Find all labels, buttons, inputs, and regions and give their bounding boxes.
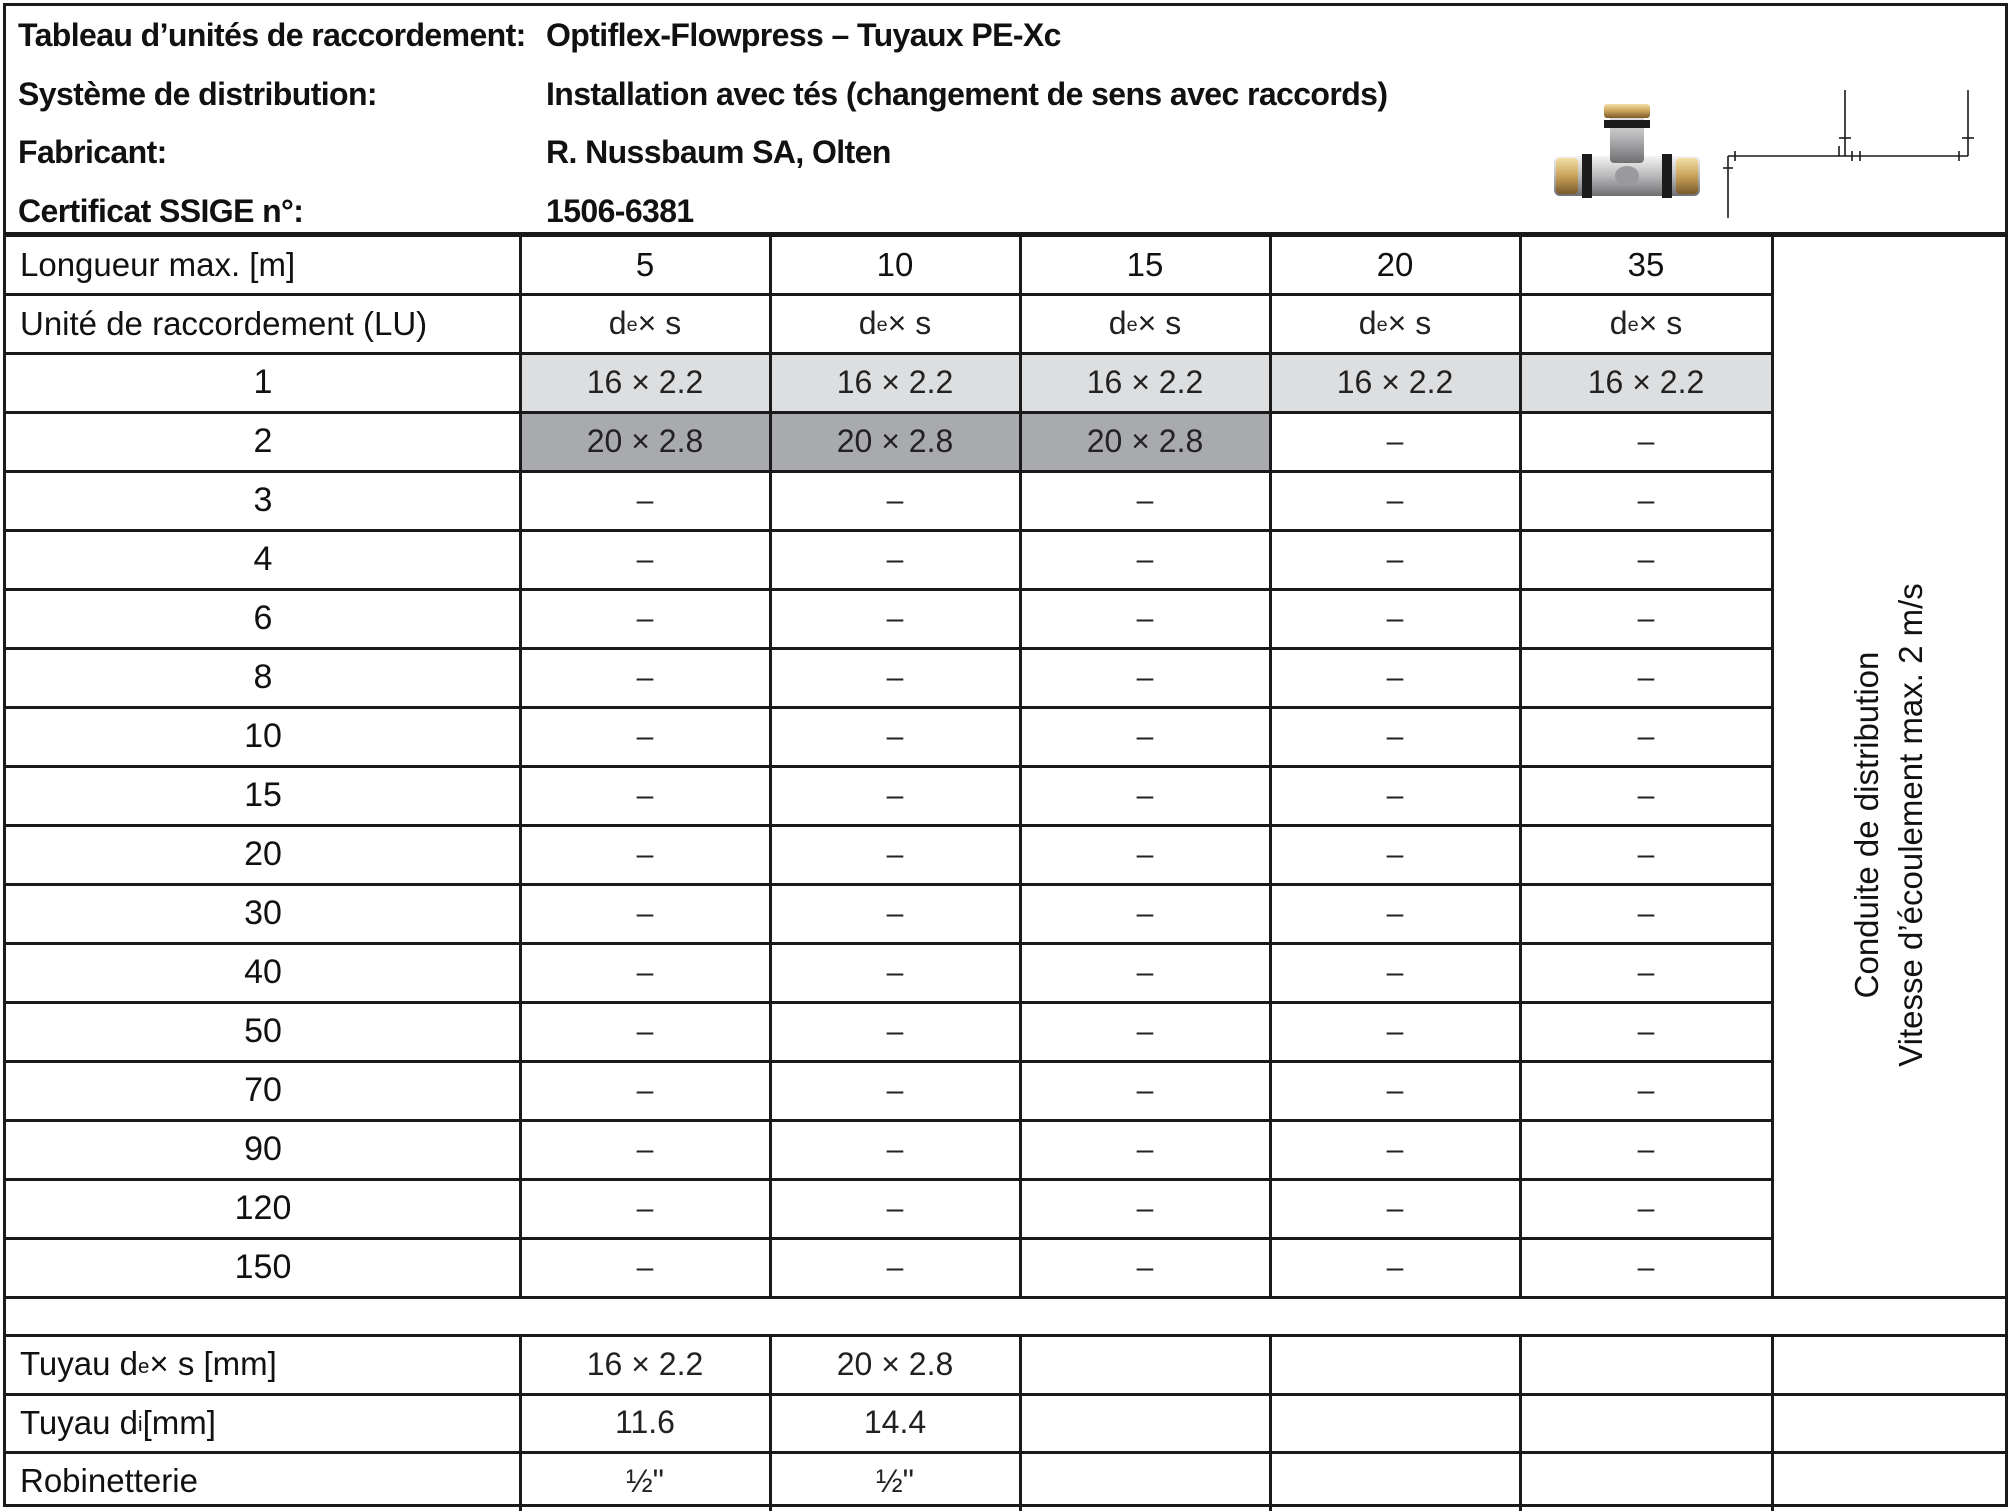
table-cell: –: [886, 1132, 904, 1166]
grid-line: [519, 235, 522, 1297]
table-cell: –: [1637, 1191, 1655, 1225]
unit-header: d e × s: [1358, 305, 1432, 341]
grid-line: [6, 470, 1772, 473]
table-cell: –: [1637, 778, 1655, 812]
table-cell: –: [886, 955, 904, 989]
header-value: 1506-6381: [546, 193, 694, 229]
side-note-line1: Conduite de distribution: [1847, 651, 1885, 999]
footer-cell: [1270, 1394, 1520, 1453]
table-cell: –: [886, 719, 904, 753]
table-cell: –: [886, 660, 904, 694]
grid-line: [6, 411, 1772, 414]
footer-cell: ½": [625, 1462, 665, 1499]
length-value: 5: [635, 245, 655, 283]
footer-cell: [1772, 1452, 2005, 1511]
table-cell: 16 × 2.2: [520, 353, 770, 412]
grid-line: [1269, 1335, 1272, 1511]
table-cell: –: [1136, 1132, 1154, 1166]
table-cell: –: [886, 1191, 904, 1225]
table-cell: 16 × 2.2: [1520, 353, 1772, 412]
grid-line: [6, 765, 1772, 768]
table-cell: –: [1386, 601, 1404, 635]
header-label: Tableau d’unités de raccordement:: [18, 17, 526, 53]
table-cell: –: [886, 483, 904, 517]
grid-line: [6, 1296, 2005, 1299]
subscript: e: [1376, 314, 1388, 337]
grid-line: [1519, 1335, 1522, 1511]
table-cell: –: [1386, 719, 1404, 753]
footer-cell: [1020, 1394, 1270, 1453]
grid-line: [6, 1001, 1772, 1004]
table-cell: –: [1386, 1250, 1404, 1284]
table-cell: –: [1637, 542, 1655, 576]
grid-line: [6, 824, 1772, 827]
side-note-text: [1845, 583, 1933, 1067]
grid-line: [519, 1335, 522, 1511]
table-cell: –: [1386, 1014, 1404, 1048]
table-cell: –: [636, 1014, 654, 1048]
table-cell: –: [1136, 542, 1154, 576]
subscript: i: [138, 1413, 143, 1437]
footer-label: Tuyau d e × s [mm]: [20, 1345, 277, 1383]
table-cell: –: [886, 778, 904, 812]
table-cell: –: [1637, 719, 1655, 753]
lu-label: Unité de raccordement (LU): [20, 304, 428, 342]
grid-line: [1519, 235, 1522, 1297]
table-cell: –: [1136, 1073, 1154, 1107]
table-cell: –: [1136, 719, 1154, 753]
lu-value: 150: [234, 1248, 292, 1286]
table-cell: –: [636, 955, 654, 989]
table-cell: –: [1136, 483, 1154, 517]
lu-value: 3: [253, 481, 273, 519]
lu-value: 10: [244, 717, 282, 755]
footer-cell: [1270, 1452, 1520, 1511]
table-cell: –: [636, 837, 654, 871]
table-cell: –: [636, 719, 654, 753]
header-value: Optiflex-Flowpress – Tuyaux PE-Xc: [546, 17, 1061, 53]
table-cell: –: [1637, 1132, 1655, 1166]
table-cell: –: [886, 601, 904, 635]
header-value: Installation avec tés (changement de sens avec raccords): [546, 76, 1388, 112]
unit-header: d e × s: [1609, 305, 1683, 341]
table-cell: –: [1136, 955, 1154, 989]
grid-line: [6, 1060, 1772, 1063]
table-cell: –: [1637, 1014, 1655, 1048]
table-cell: 20 × 2.8: [520, 412, 770, 471]
grid-line: [6, 1178, 1772, 1181]
subscript: e: [1627, 314, 1639, 337]
table-cell: –: [1136, 1250, 1154, 1284]
unit-header: d e × s: [608, 305, 682, 341]
table-cell: –: [636, 1191, 654, 1225]
grid-line: [1019, 235, 1022, 1297]
lu-value: 15: [244, 776, 282, 814]
table-cell: –: [636, 542, 654, 576]
grid-line: [6, 1119, 1772, 1122]
table-cell: –: [1386, 1132, 1404, 1166]
grid-line: [6, 706, 1772, 709]
grid-line: [6, 942, 1772, 945]
lu-value: 50: [244, 1012, 282, 1050]
table-cell: –: [636, 601, 654, 635]
table-cell: –: [1637, 955, 1655, 989]
table-cell: –: [1637, 837, 1655, 871]
grid-line: [6, 1237, 1772, 1240]
table-cell: –: [1386, 1073, 1404, 1107]
grid-line: [6, 1393, 2005, 1396]
table-cell: –: [636, 1250, 654, 1284]
table-cell: 16 × 2.2: [1270, 353, 1520, 412]
table-cell: –: [1386, 955, 1404, 989]
table-cell: –: [1386, 660, 1404, 694]
table-cell: 16 × 2.2: [770, 353, 1020, 412]
length-value: 15: [1126, 245, 1164, 283]
lu-value: 40: [244, 953, 282, 991]
footer-label: Tuyau d i [mm]: [20, 1403, 216, 1441]
table-cell: –: [1136, 660, 1154, 694]
footer-cell: ½": [875, 1462, 915, 1499]
grid-line: [6, 352, 1772, 355]
length-value: 10: [876, 245, 914, 283]
footer-cell: [1270, 1335, 1520, 1394]
length-value: 20: [1376, 245, 1414, 283]
header-label: Système de distribution:: [18, 76, 377, 112]
grid-line: [769, 235, 772, 1297]
table-cell: –: [1637, 660, 1655, 694]
table-cell: –: [1637, 424, 1655, 458]
subscript: e: [876, 314, 888, 337]
table-cell: –: [1386, 896, 1404, 930]
footer-cell: [1772, 1335, 2005, 1394]
grid-line: [6, 234, 2005, 237]
lu-value: 90: [244, 1130, 282, 1168]
table-cell: –: [1136, 1191, 1154, 1225]
table-cell: –: [636, 1073, 654, 1107]
lu-value: 1: [253, 363, 273, 401]
lu-value: 120: [234, 1189, 292, 1227]
table-cell: –: [1386, 424, 1404, 458]
table-cell: –: [1386, 542, 1404, 576]
table-cell: –: [1386, 778, 1404, 812]
table-cell: –: [636, 483, 654, 517]
header-label: Fabricant:: [18, 134, 167, 170]
table-cell: –: [636, 896, 654, 930]
lu-value: 4: [253, 540, 273, 578]
header-value: R. Nussbaum SA, Olten: [546, 134, 891, 170]
table-cell: –: [1136, 601, 1154, 635]
grid-line: [1771, 1335, 1774, 1511]
table-cell: –: [1637, 1250, 1655, 1284]
table-cell: –: [886, 1250, 904, 1284]
header-label: Certificat SSIGE n°:: [18, 193, 304, 229]
table-cell: –: [1136, 1014, 1154, 1048]
footer-cell: 16 × 2.2: [586, 1345, 704, 1382]
table-cell: –: [1386, 483, 1404, 517]
unit-header: d e × s: [1108, 305, 1182, 341]
tee-fitting-photo: [1552, 98, 1702, 208]
table-cell: 16 × 2.2: [1020, 353, 1270, 412]
lu-value: 6: [253, 599, 273, 637]
table-cell: –: [1637, 483, 1655, 517]
subscript: e: [1126, 314, 1138, 337]
length-label: Longueur max. [m]: [20, 245, 296, 283]
lu-value: 2: [253, 422, 273, 460]
table-cell: –: [1637, 1073, 1655, 1107]
footer-cell: [1520, 1335, 1772, 1394]
table-cell: 20 × 2.8: [1020, 412, 1270, 471]
grid-line: [6, 293, 1772, 296]
table-cell: –: [1136, 778, 1154, 812]
grid-line: [1269, 235, 1272, 1297]
grid-line: [6, 529, 1772, 532]
table-cell: –: [886, 896, 904, 930]
lu-value: 20: [244, 835, 282, 873]
table-cell: –: [636, 660, 654, 694]
table-cell: –: [886, 542, 904, 576]
table-cell: –: [1637, 896, 1655, 930]
lu-value: 30: [244, 894, 282, 932]
table-cell: –: [1386, 1191, 1404, 1225]
footer-cell: [1772, 1394, 2005, 1453]
subscript: e: [626, 314, 638, 337]
grid-line: [6, 647, 1772, 650]
footer-cell: [1520, 1394, 1772, 1453]
grid-line: [6, 883, 1772, 886]
table-cell: –: [1136, 896, 1154, 930]
side-note: [1772, 353, 2005, 1297]
footer-cell: [1020, 1335, 1270, 1394]
table-cell: –: [886, 1073, 904, 1107]
footer-label: Robinetterie: [20, 1462, 198, 1500]
side-note-line2: Vitesse d’écoulement max. 2 m/s: [1891, 583, 1929, 1067]
grid-line: [6, 1451, 2005, 1454]
grid-line: [769, 1335, 772, 1511]
footer-cell: 14.4: [863, 1404, 927, 1441]
distribution-schematic: [1715, 88, 1985, 223]
length-value: 35: [1627, 245, 1665, 283]
subscript: e: [138, 1354, 150, 1378]
footer-cell: 20 × 2.8: [836, 1345, 954, 1382]
footer-cell: 11.6: [615, 1404, 675, 1441]
unit-header: d e × s: [858, 305, 932, 341]
lu-value: 8: [253, 658, 273, 696]
table-cell: –: [886, 1014, 904, 1048]
table-cell: –: [1136, 837, 1154, 871]
table-cell: –: [1386, 837, 1404, 871]
grid-line: [1019, 1335, 1022, 1511]
table-cell: –: [1637, 601, 1655, 635]
lu-value: 70: [244, 1071, 282, 1109]
grid-line: [6, 588, 1772, 591]
table-cell: –: [886, 837, 904, 871]
table-cell: 20 × 2.8: [770, 412, 1020, 471]
footer-cell: [1520, 1452, 1772, 1511]
table-cell: –: [636, 1132, 654, 1166]
table-cell: –: [636, 778, 654, 812]
footer-cell: [1020, 1452, 1270, 1511]
header-block: [6, 6, 2006, 235]
